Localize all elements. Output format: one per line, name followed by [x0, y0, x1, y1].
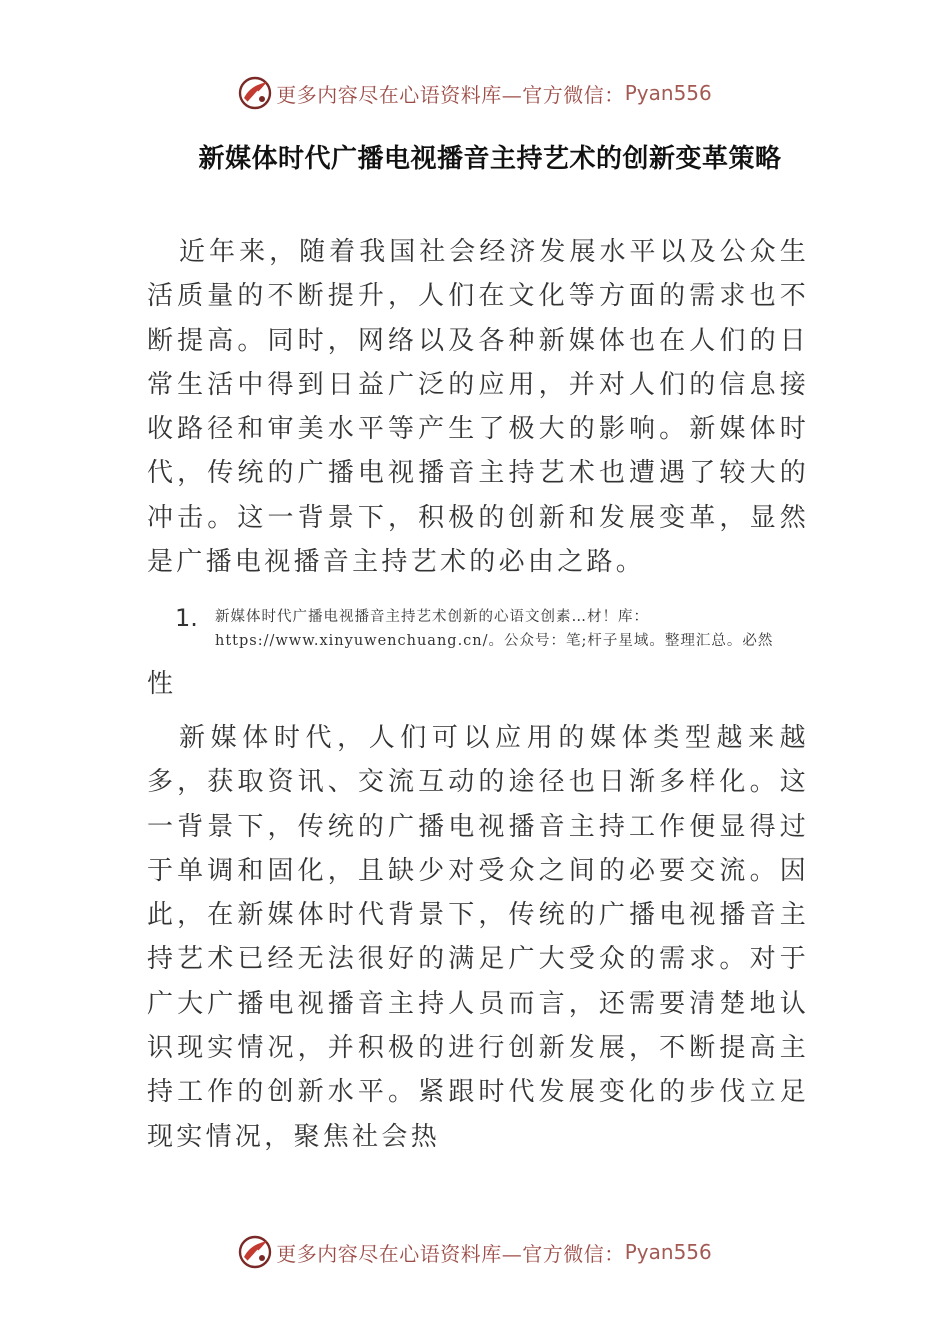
body-paragraph-2: 新媒体时代，人们可以应用的媒体类型越来越多，获取资讯、交流互动的途径也日渐多样化。这一背景下，传统的广播电视播音主持工作便显得过于单调和固化，且缺少对受众之间的必要交流。因此，在新媒体时代背景下，传统的广播电视播音主持艺术已经无法很好的满足广大受众的需求。对于广大广播电视播音主持人员而言，还需要清楚地认识现实情况，并积极的进行创新发展，不断提高主持工作的创新水平。紧跟时代发展变化的步伐立足现实情况，聚焦社会热 — [147, 723, 809, 1152]
wechat-id: Pyan556 — [624, 81, 712, 105]
footer-banner — [0, 1232, 950, 1272]
wechat-id: Pyan556 — [624, 1240, 712, 1264]
footnote-text: 新媒体时代广播电视播音主持艺术创新的心语文创素…材！库：https://www.xinyuwenchuang.cn/。公众号：笔;杆子星域。整理汇总。必然 — [215, 609, 774, 649]
orphan-character: 性 — [147, 669, 174, 699]
header-banner — [0, 73, 950, 113]
footnote-number: 1. — [175, 604, 198, 632]
library-logo-icon — [238, 1235, 272, 1269]
library-logo-icon — [238, 76, 272, 110]
footnote — [175, 605, 855, 653]
banner-text: 更多内容尽在心语资料库—官方微信： — [276, 1241, 625, 1266]
document-title: 新媒体时代广播电视播音主持艺术的创新变革策略 — [198, 144, 782, 174]
body-paragraph-1: 近年来，随着我国社会经济发展水平以及公众生活质量的不断提升，人们在文化等方面的需求也不断提高。同时，网络以及各种新媒体也在人们的日常生活中得到日益广泛的应用，并对人们的信息接收路径和审美水平等产生了极大的影响。新媒体时代，传统的广播电视播音主持艺术也遭遇了较大的冲击。这一背景下，积极的创新和发展变革，显然是广播电视播音主持艺术的必由之路。 — [147, 237, 809, 578]
banner-text: 更多内容尽在心语资料库—官方微信： — [276, 82, 625, 107]
